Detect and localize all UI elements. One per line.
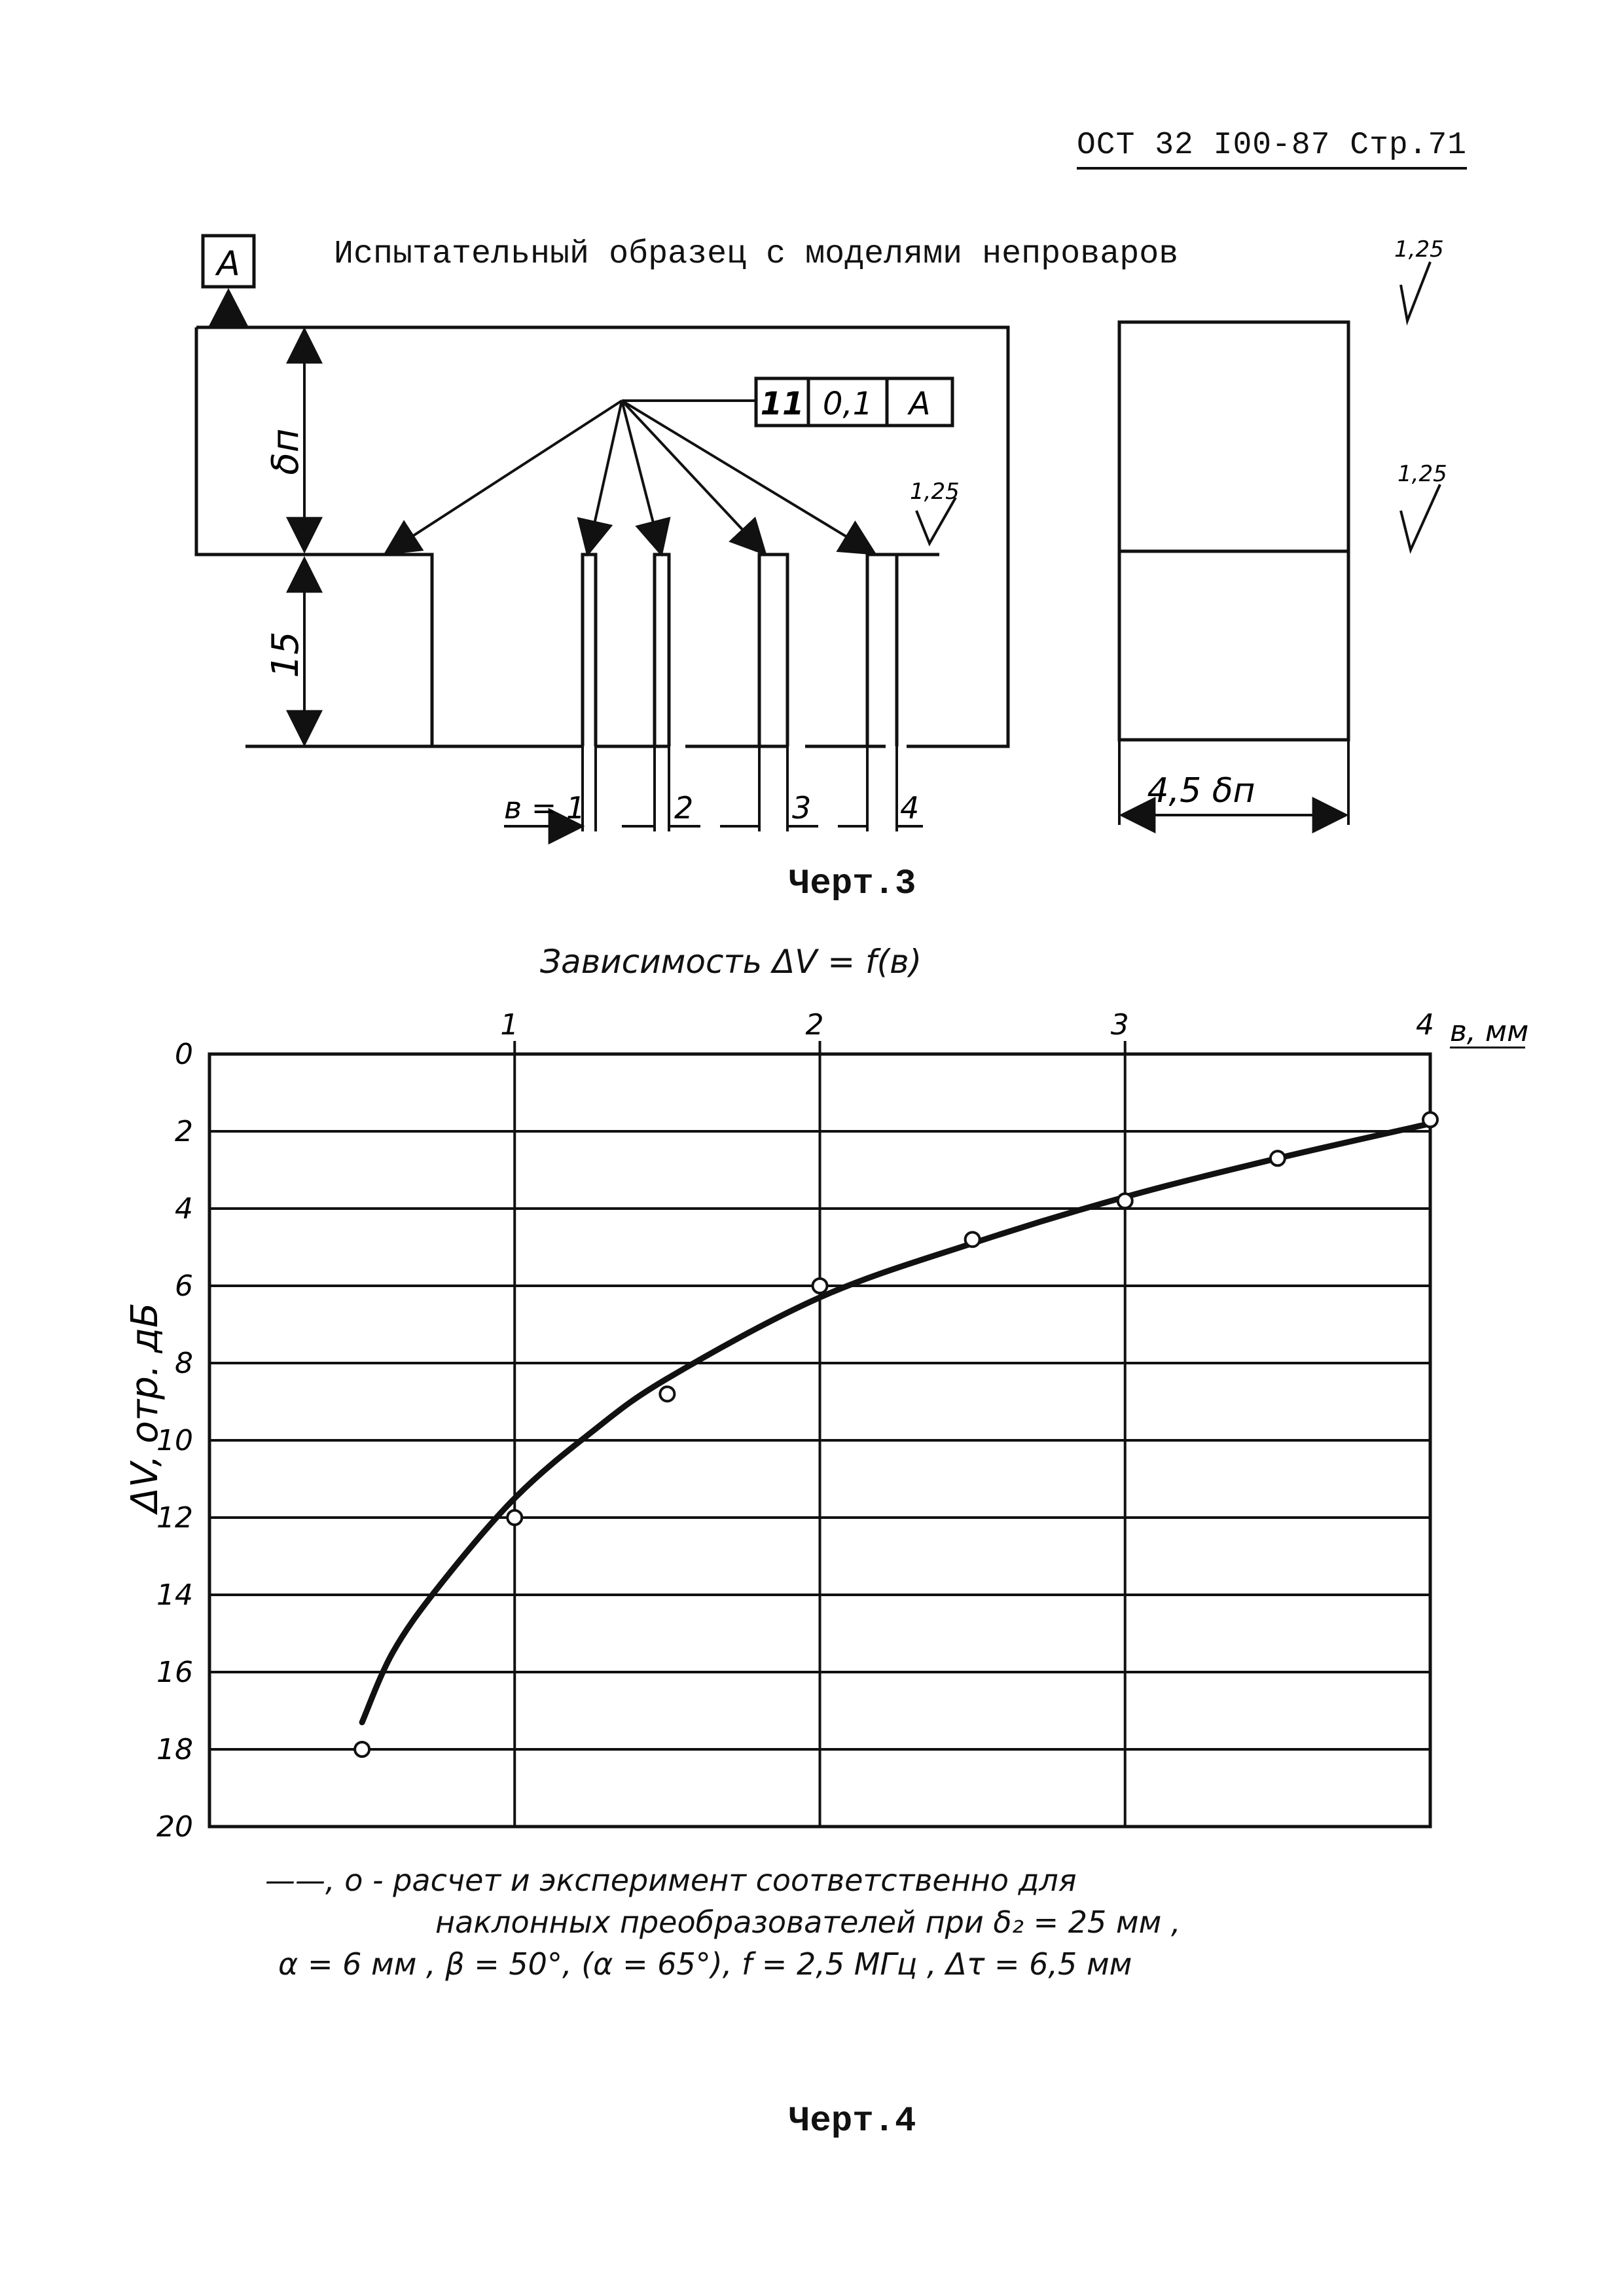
x-tick-label: 3	[1110, 1008, 1129, 1042]
graph-title-formula: ΔV = f(в)	[772, 943, 922, 981]
series-point-experiment	[965, 1232, 980, 1247]
y-tick-label: 10	[156, 1424, 193, 1457]
y-tick-label: 0	[175, 1038, 193, 1071]
series-point-experiment	[1118, 1194, 1132, 1208]
y-tick-label: 8	[175, 1347, 193, 1380]
tolerance-cell-1: 11	[760, 386, 804, 422]
y-axis-label: ΔV, отр. дБ	[124, 1302, 166, 1513]
series-point-experiment	[1423, 1112, 1437, 1127]
document-reference: ОСТ 32 I00-87 Стр.71	[1077, 128, 1467, 170]
tolerance-cell-2: 0,1	[822, 386, 873, 422]
y-tick-label: 18	[156, 1733, 193, 1766]
dim-delta-label: δп	[264, 428, 307, 475]
y-tick-label: 16	[156, 1656, 193, 1689]
tolerance-cell-3: A	[909, 386, 931, 422]
side-width-label: 4,5 δп	[1147, 771, 1255, 811]
x-axis-unit-label: в, мм	[1450, 1015, 1529, 1048]
y-tick-label: 12	[156, 1501, 193, 1535]
figure3-title: Испытательный образец с моделями непроваров	[334, 236, 1179, 273]
legend-line-2: наклонных преобразователей при δ₂ = 25 мм ,	[435, 1904, 1181, 1940]
y-tick-label: 14	[156, 1578, 193, 1612]
roughness-right-mid-value: 1,25	[1398, 461, 1447, 487]
series-point-experiment	[813, 1279, 827, 1293]
roughness-left-value: 1,25	[910, 479, 960, 505]
series-point-experiment	[660, 1387, 674, 1401]
legend-line-3: α = 6 мм , β = 50°, (α = 65°), f = 2,5 МГц , Δτ = 6,5 мм	[278, 1946, 1132, 1982]
datum-letter: A	[217, 244, 240, 283]
chart-legend	[265, 1859, 1181, 1985]
slot-label-1: в = 1	[504, 790, 586, 826]
y-tick-label: 4	[175, 1192, 193, 1226]
series-point-experiment	[507, 1510, 522, 1525]
y-tick-label: 20	[156, 1810, 193, 1844]
chart-x-ticks	[500, 1008, 1434, 1042]
roughness-right-top-value: 1,25	[1394, 236, 1444, 263]
dim-15-label: 15	[264, 631, 307, 678]
slot-label-4: 4	[900, 790, 920, 826]
legend-line-1: ——, o - расчет и эксперимент соответственно для	[265, 1863, 1077, 1898]
slot-label-2: 2	[674, 790, 694, 826]
series-point-experiment	[1271, 1151, 1285, 1165]
figure3-caption: Черт.3	[789, 864, 916, 904]
x-tick-label: 4	[1416, 1008, 1434, 1042]
graph-title-prefix: Зависимость	[540, 943, 763, 981]
figure4-caption: Черт.4	[789, 2102, 916, 2141]
y-tick-label: 2	[175, 1115, 193, 1148]
series-line-calculation	[362, 1123, 1430, 1722]
x-tick-label: 2	[805, 1008, 824, 1042]
slot-label-3: 3	[792, 790, 812, 826]
y-tick-label: 6	[175, 1269, 193, 1303]
series-point-experiment	[355, 1742, 369, 1757]
chart-grid	[209, 1041, 1430, 1827]
x-tick-label: 1	[500, 1008, 519, 1042]
